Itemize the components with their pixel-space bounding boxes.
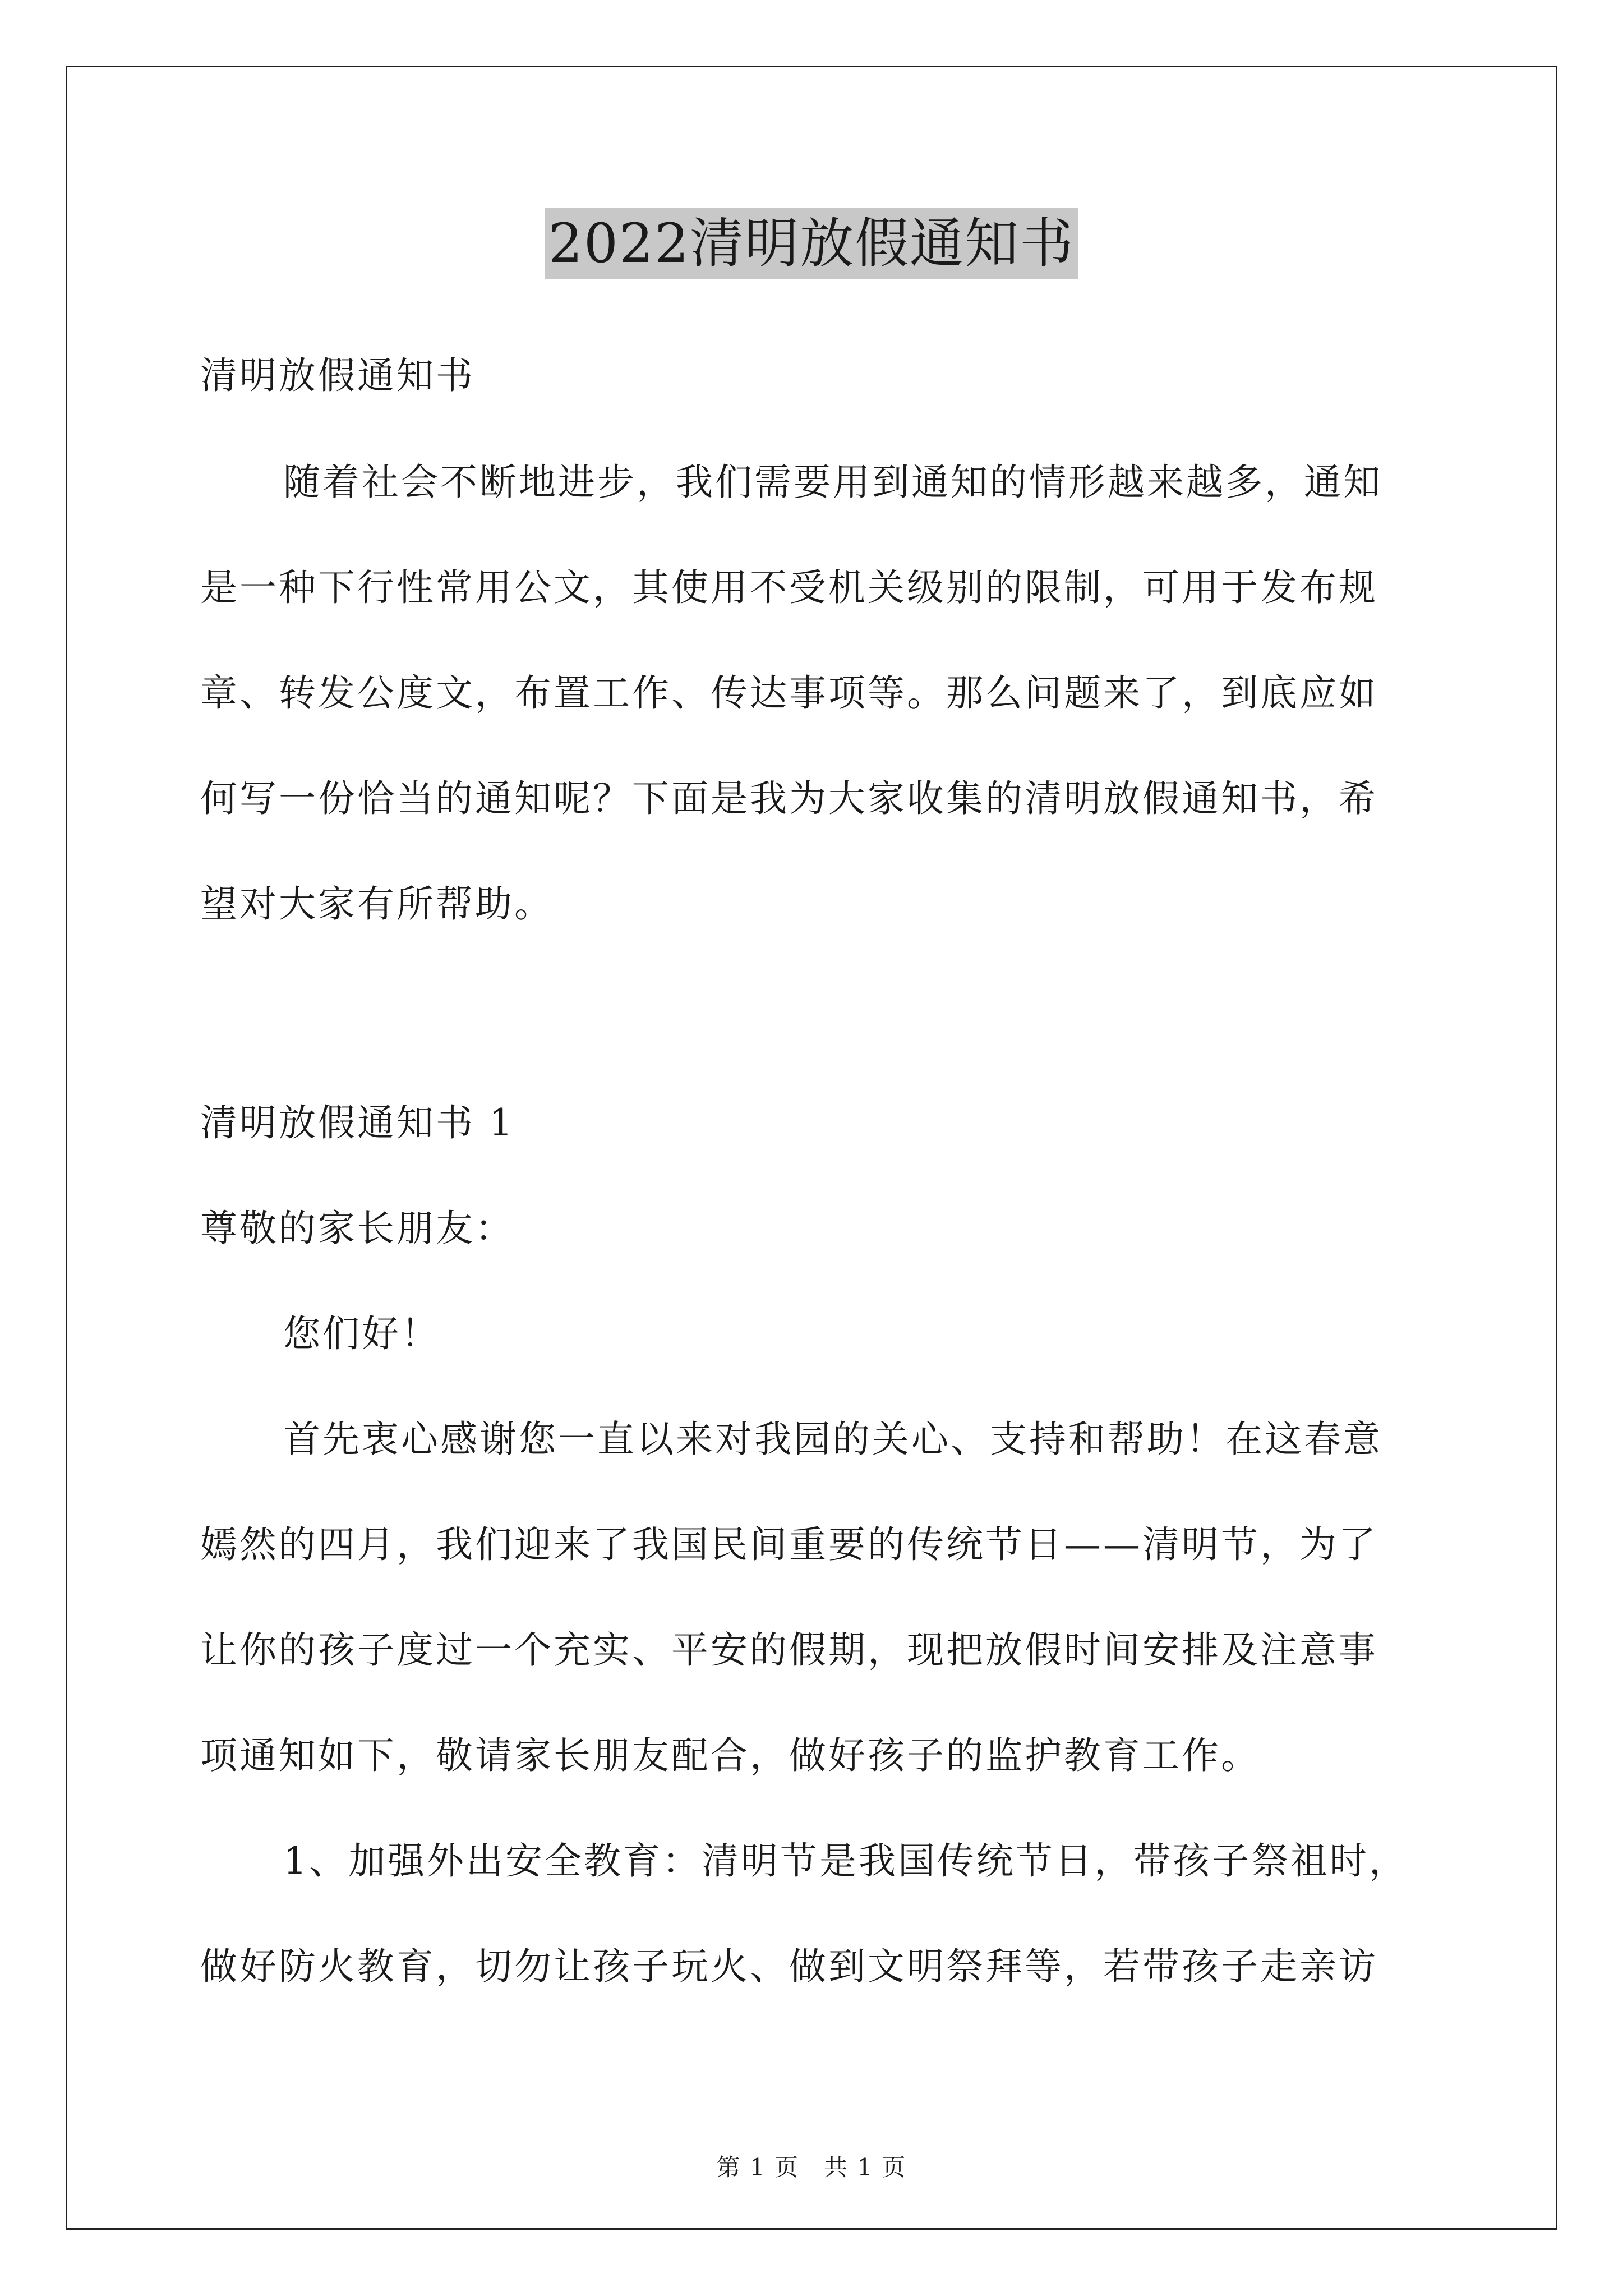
- salutation: 尊敬的家长朋友：: [200, 1207, 514, 1250]
- page-footer: [0, 2152, 1623, 2183]
- section-heading: 清明放假通知书 1: [200, 1101, 515, 1144]
- greeting: 您们好！: [283, 1312, 440, 1355]
- paragraph-line: 让你的孩子度过一个充实、平安的假期，现把放假时间安排及注意事: [200, 1628, 1378, 1672]
- document-title: 2022清明放假通知书: [545, 208, 1078, 279]
- paragraph-line: 何写一份恰当的通知呢？下面是我为大家收集的清明放假通知书，希: [200, 777, 1378, 820]
- paragraph-line: 章、转发公度文，布置工作、传达事项等。那么问题来了，到底应如: [200, 671, 1378, 715]
- paragraph-line: 首先衷心感谢您一直以来对我园的关心、支持和帮助！在这春意: [283, 1418, 1382, 1461]
- page-number: 第 1 页: [716, 2154, 799, 2181]
- paragraph-line: 1、加强外出安全教育：清明节是我国传统节日，带孩子祭祖时，: [283, 1839, 1408, 1883]
- paragraph-line: 项通知如下，敬请家长朋友配合，做好孩子的监护教育工作。: [200, 1734, 1260, 1777]
- paragraph-line: 嫣然的四月，我们迎来了我国民间重要的传统节日——清明节，为了: [200, 1523, 1378, 1566]
- paragraph-line: 做好防火教育，切勿让孩子玩火、做到文明祭拜等，若带孩子走亲访: [200, 1945, 1378, 1988]
- paragraph-line: 随着社会不断地进步，我们需要用到通知的情形越来越多，通知: [283, 461, 1382, 504]
- paragraph-line: 是一种下行性常用公文，其使用不受机关级别的限制，可用于发布规: [200, 566, 1378, 609]
- title-container: [0, 208, 1623, 279]
- subtitle: 清明放假通知书: [200, 354, 475, 397]
- paragraph-line: 望对大家有所帮助。: [200, 882, 554, 926]
- page-total: 共 1 页: [824, 2154, 907, 2181]
